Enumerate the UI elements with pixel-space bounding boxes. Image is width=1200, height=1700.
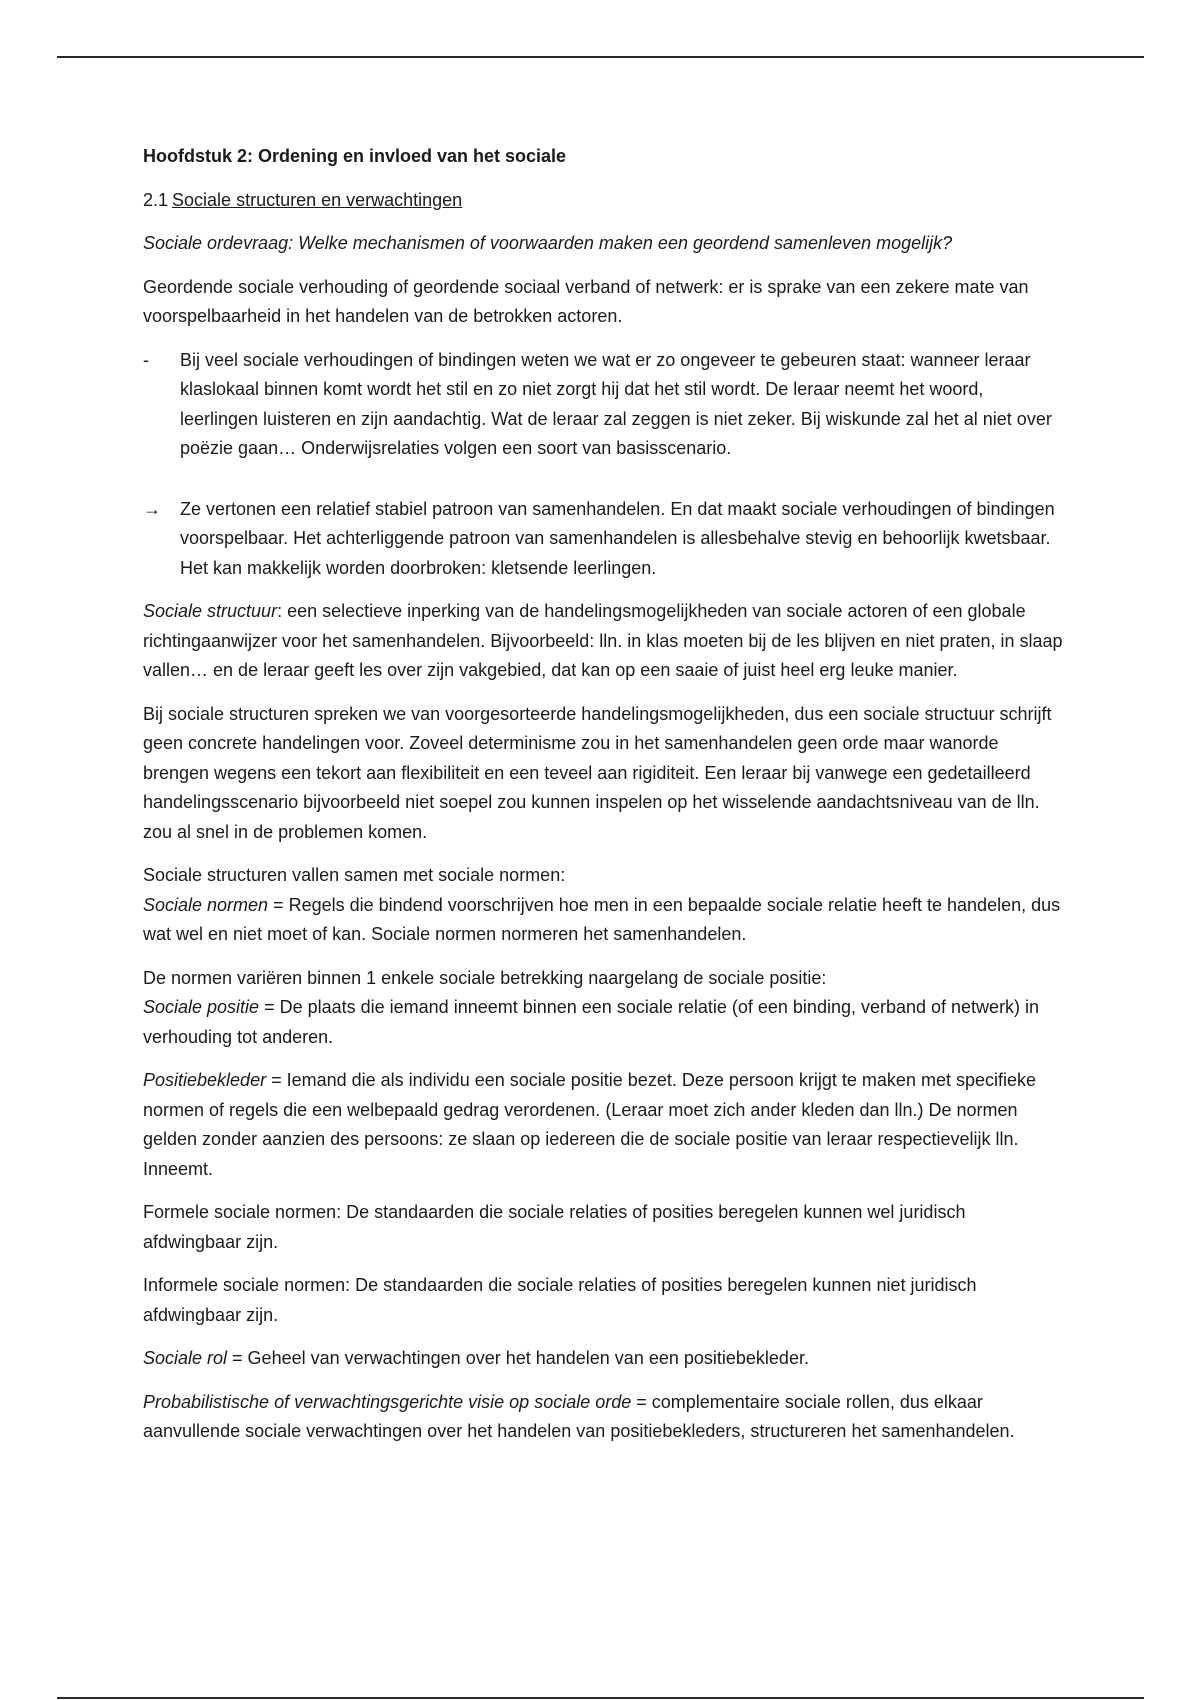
term-sociale-positie: Sociale positie xyxy=(143,997,260,1017)
definition-text: : een selectieve inperking van de handelingsmogelijkheden van sociale actoren of een globale richtingaanwijzer voor het samenhandelen. Bijvoorbeeld: lln. in klas moeten bij de les blijven en niet praten, in slaap vallen… en de leraar geeft les over zijn vakgebied, dat kan op een saaie of juist heel erg leuke manier. xyxy=(143,601,1063,680)
document-page xyxy=(143,142,1063,1461)
paragraph-structuren: Bij sociale structuren spreken we van voorgesorteerde handelingsmogelijkheden, dus een sociale structuur schrijft geen concrete handelingen voor. Zoveel determinisme zou in het samenhandelen geen orde maar wanorde brengen wegens een tekort aan flexibiliteit en een teveel aan rigiditeit. Een leraar bij vanwege een gedetailleerd handelingsscenario bijvoorbeeld niet soepel zou kunnen inspelen op het wisselende aandachtsniveau van de lln. zou al snel in de problemen komen. xyxy=(143,703,1052,842)
definition-sociale-structuur xyxy=(143,597,1063,686)
ordevraag-question: Sociale ordevraag: Welke mechanismen of voorwaarden maken een geordend samenleven mogelijk? xyxy=(143,233,953,253)
paragraph-vallen-samen: Sociale structuren vallen samen met sociale normen: xyxy=(143,865,566,885)
term-probabilistische-visie: Probabilistische of verwachtingsgerichte visie op sociale orde xyxy=(143,1391,632,1412)
arrow-item xyxy=(143,495,1063,584)
definition-text: = De plaats die iemand inneemt binnen een sociale relatie (of een binding, verband of netwerk) in verhouding tot anderen. xyxy=(143,997,1040,1047)
definition-text: = Regels die bindend voorschrijven hoe men in een bepaalde sociale relatie heeft te handelen, dus wat wel en niet moet of kan. Sociale normen normeren het samenhandelen. xyxy=(143,894,1061,944)
paragraph-informele-normen: Informele sociale normen: De standaarden die sociale relaties of posities beregelen kunnen niet juridisch afdwingbaar zijn. xyxy=(143,1275,977,1325)
term-positiebekleder: Positiebekleder xyxy=(143,1070,267,1090)
paragraph-formele-normen: Formele sociale normen: De standaarden die sociale relaties of posities beregelen kunnen wel juridisch afdwingbaar zijn. xyxy=(143,1202,966,1252)
term-sociale-structuur: Sociale structuur xyxy=(143,601,278,621)
term-sociale-rol: Sociale rol xyxy=(143,1348,228,1368)
section-number: 2.1 xyxy=(143,189,169,210)
definition-sociale-rol xyxy=(143,1344,1063,1374)
footer-rule xyxy=(57,1697,1144,1699)
header-rule xyxy=(57,56,1144,58)
definition-text: = Iemand die als individu een sociale positie bezet. Deze persoon krijgt te maken met specifieke normen of regels die een welbepaald gedrag verordenen. (Leraar moet zich ander kleden dan lln.) De normen gelden zonder aanzien des persoons: ze slaan op iedereen die de sociale positie van leraar respectievelijk lln. Inneemt. xyxy=(143,1070,1036,1179)
arrow-text: Ze vertonen een relatief stabiel patroon van samenhandelen. En dat maakt sociale verhoudingen of bindingen voorspelbaar. Het achterliggende patroon van samenhandelen is allesbehalve stevig en behoorlijk kwetsbaar. Het kan makkelijk worden doorbroken: kletsende leerlingen. xyxy=(180,498,1055,578)
section-heading xyxy=(143,186,1063,216)
bullet-item xyxy=(143,346,1063,464)
definition-sociale-normen xyxy=(143,891,1063,950)
definition-text: = complementaire sociale rollen, dus elkaar aanvullende sociale verwachtingen over het handelen van positiebekleders, structureren het samenhandelen. xyxy=(143,1391,1015,1441)
section-title: Sociale structuren en verwachtingen xyxy=(172,189,463,210)
bullet-text: Bij veel sociale verhoudingen of bindingen weten we wat er zo ongeveer te gebeuren staat: wanneer leraar klaslokaal binnen komt wordt het stil en zo niet zorgt hij dat het stil wordt. De leraar neemt het woord, leerlingen luisteren en zijn aandachtig. Wat de leraar zal zeggen is niet zeker. Bij wiskunde zal het al niet over poëzie gaan… Onderwijsrelaties volgen een soort van basisscenario. xyxy=(180,349,1052,458)
dash-bullet-icon: - xyxy=(143,349,149,370)
arrow-right-icon: → xyxy=(143,498,161,519)
definition-probabilistische-visie xyxy=(143,1388,1063,1447)
paragraph-geordend: Geordende sociale verhouding of geordende sociaal verband of netwerk: er is sprake van een zekere mate van voorspelbaarheid in het handelen van de betrokken actoren. xyxy=(143,276,1029,326)
definition-sociale-positie xyxy=(143,993,1063,1052)
definition-positiebekleder xyxy=(143,1066,1063,1184)
chapter-heading: Hoofdstuk 2: Ordening en invloed van het sociale xyxy=(143,146,567,166)
term-sociale-normen: Sociale normen xyxy=(143,894,269,915)
definition-text: = Geheel van verwachtingen over het handelen van een positiebekleder. xyxy=(227,1348,809,1368)
paragraph-varieren: De normen variëren binnen 1 enkele sociale betrekking naargelang de sociale positie: xyxy=(143,967,827,988)
